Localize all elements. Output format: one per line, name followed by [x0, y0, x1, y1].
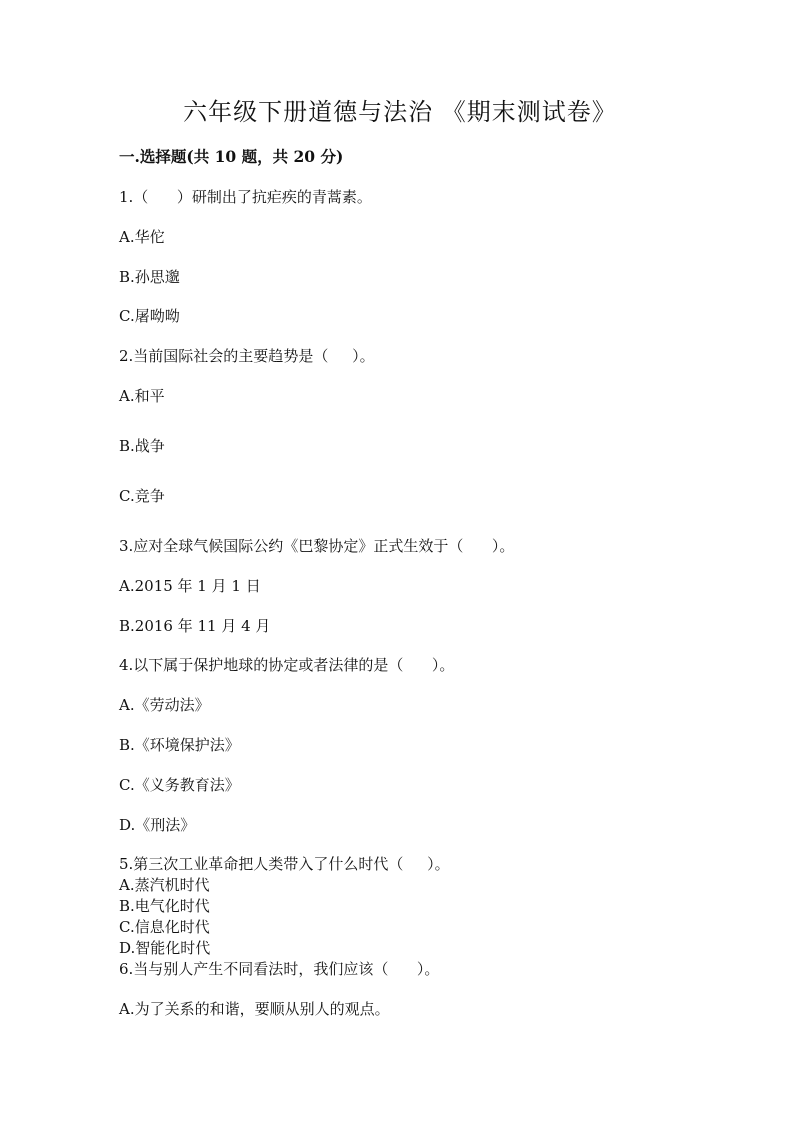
- question-6-stem: 6.当与别人产生不同看法时，我们应该（ ）。: [119, 960, 440, 978]
- question-2-option-c: C.竞争: [119, 487, 165, 505]
- question-2-stem: 2.当前国际社会的主要趋势是（ ）。: [119, 347, 375, 365]
- question-5-option-a: A.蒸汽机时代: [119, 876, 210, 894]
- question-4-stem: 4.以下属于保护地球的协定或者法律的是（ ）。: [119, 656, 455, 674]
- question-2-option-a: A.和平: [119, 387, 165, 405]
- question-5-option-b: B.电气化时代: [119, 897, 210, 915]
- question-4-option-a: A.《劳动法》: [119, 696, 210, 714]
- question-3-option-b: B.2016 年 11 月 4 月: [119, 617, 271, 635]
- question-1-stem: 1.（ ）研制出了抗疟疾的青蒿素。: [119, 188, 372, 206]
- question-1-option-a: A.华佗: [119, 228, 165, 246]
- question-4-option-b: B.《环境保护法》: [119, 736, 240, 754]
- question-4-option-d: D.《刑法》: [119, 816, 196, 834]
- section-heading: 一.选择题(共 10 题，共 20 分): [119, 147, 344, 166]
- question-5-option-c: C.信息化时代: [119, 918, 210, 936]
- page-title: 六年级下册道德与法治 《期末测试卷》: [183, 98, 617, 126]
- question-1-option-c: C.屠呦呦: [119, 307, 180, 325]
- question-6-option-a: A.为了关系的和谐，要顺从别人的观点。: [119, 1000, 390, 1018]
- question-2-option-b: B.战争: [119, 437, 165, 455]
- question-1-option-b: B.孙思邈: [119, 268, 180, 286]
- question-3-stem: 3.应对全球气候国际公约《巴黎协定》正式生效于（ ）。: [119, 537, 515, 555]
- question-5-option-d: D.智能化时代: [119, 939, 211, 957]
- question-4-option-c: C.《义务教育法》: [119, 776, 240, 794]
- question-3-option-a: A.2015 年 1 月 1 日: [119, 577, 261, 595]
- question-5-stem: 5.第三次工业革命把人类带入了什么时代（ ）。: [119, 855, 450, 873]
